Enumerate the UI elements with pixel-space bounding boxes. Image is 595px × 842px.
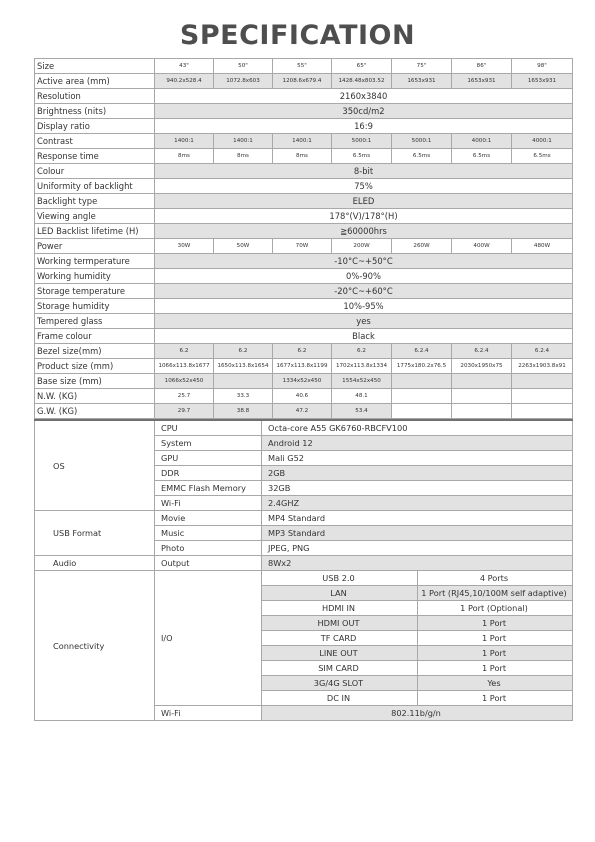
spec-cell: 1653x931 [512,74,573,89]
spec-cell: 4000:1 [512,134,573,149]
os-value: Mali G52 [262,451,573,466]
spec-cell: 65" [332,59,392,74]
spec-label: Tempered glass [35,314,155,329]
spec-cell: 1400:1 [273,134,332,149]
spec-cell [214,374,273,389]
spec-label: Colour [35,164,155,179]
spec-label: Brightness (nits) [35,104,155,119]
port-value: 1 Port [418,631,573,646]
spec-label: Working humidity [35,269,155,284]
spec-label: Response time [35,149,155,164]
os-value: 2.4GHZ [262,496,573,511]
system-table [34,419,573,721]
usb-value: MP4 Standard [262,511,573,526]
spec-row-active-area [35,74,573,89]
spec-row-display-ratio [35,119,573,134]
spec-cell: 70W [273,239,332,254]
spec-row-resolution [35,89,573,104]
spec-cell: 1428.48x803.52 [332,74,392,89]
spec-cell: 1400:1 [214,134,273,149]
spec-cell: 260W [392,239,452,254]
spec-cell [392,404,452,419]
spec-cell: 6.5ms [392,149,452,164]
spec-row-base-size [35,374,573,389]
os-key: GPU [155,451,262,466]
spec-value: -10°C~+50°C [155,254,573,269]
spec-value: 10%-95% [155,299,573,314]
spec-cell: 50W [214,239,273,254]
port-value: 1 Port (RJ45,10/100M self adaptive) [418,586,573,601]
spec-row-working-temp [35,254,573,269]
spec-label: Frame colour [35,329,155,344]
os-key: Wi-Fi [155,496,262,511]
os-key: DDR [155,466,262,481]
spec-cell: 400W [452,239,512,254]
spec-cell: 200W [332,239,392,254]
port-name: DC IN [262,691,418,706]
spec-cell: 6.2.4 [452,344,512,359]
port-name: TF CARD [262,631,418,646]
spec-row-backlight-lifetime [35,224,573,239]
audio-value: 8Wx2 [262,556,573,571]
spec-cell [392,389,452,404]
wifi-key: Wi-Fi [155,706,262,721]
port-value: 1 Port [418,616,573,631]
spec-cell [512,389,573,404]
spec-row-power [35,239,573,254]
spec-row-uniformity [35,179,573,194]
spec-cell: 940.2x528.4 [155,74,214,89]
spec-cell: 6.2 [155,344,214,359]
spec-cell: 8ms [155,149,214,164]
spec-row-colour [35,164,573,179]
spec-label: Contrast [35,134,155,149]
spec-cell: 6.5ms [332,149,392,164]
spec-row-storage-humidity [35,299,573,314]
spec-row-size [35,59,573,74]
spec-cell: 86" [452,59,512,74]
spec-value: 16:9 [155,119,573,134]
spec-cell: 50" [214,59,273,74]
spec-cell: 1400:1 [155,134,214,149]
spec-cell: 43" [155,59,214,74]
spec-row-brightness [35,104,573,119]
port-value: 1 Port [418,691,573,706]
spec-cell: 25.7 [155,389,214,404]
spec-value: 350cd/m2 [155,104,573,119]
spec-cell [512,404,573,419]
spec-label: Bezel size(mm) [35,344,155,359]
usb-key: Music [155,526,262,541]
spec-value: 0%-90% [155,269,573,284]
spec-cell: 6.5ms [512,149,573,164]
wifi-value: 802.11b/g/n [262,706,573,721]
spec-label: Size [35,59,155,74]
spec-value: ≧60000hrs [155,224,573,239]
spec-cell: 33.3 [214,389,273,404]
spec-cell: 8ms [214,149,273,164]
spec-label: Backlight type [35,194,155,209]
spec-row-viewing-angle [35,209,573,224]
usb-key: Photo [155,541,262,556]
spec-cell [512,374,573,389]
spec-cell: 8ms [273,149,332,164]
spec-cell [452,389,512,404]
spec-cell: 38.8 [214,404,273,419]
spec-label: Resolution [35,89,155,104]
spec-cell: 5000:1 [332,134,392,149]
spec-value: 178°(V)/178°(H) [155,209,573,224]
spec-row-contrast [35,134,573,149]
os-value: Android 12 [262,436,573,451]
spec-cell: 47.2 [273,404,332,419]
os-group-label: OS [35,420,155,511]
spec-cell: 1650x113.8x1654 [214,359,273,374]
usb-value: MP3 Standard [262,526,573,541]
spec-cell: 55" [273,59,332,74]
port-value: 4 Ports [418,571,573,586]
spec-cell: 1702x113.8x1334 [332,359,392,374]
spec-cell: 480W [512,239,573,254]
spec-cell: 1066x113.8x1677 [155,359,214,374]
spec-label: Base size (mm) [35,374,155,389]
spec-label: Active area (mm) [35,74,155,89]
spec-cell: 6.2 [214,344,273,359]
os-key: CPU [155,420,262,436]
spec-cell: 1775x180.2x76.5 [392,359,452,374]
spec-cell: 4000:1 [452,134,512,149]
io-label: I/O [155,571,262,706]
os-key: System [155,436,262,451]
os-value: Octa-core A55 GK6760-RBCFV100 [262,420,573,436]
spec-row-working-humidity [35,269,573,284]
spec-label: Display ratio [35,119,155,134]
os-value: 2GB [262,466,573,481]
spec-cell: 1066x52x450 [155,374,214,389]
spec-cell [452,374,512,389]
spec-cell: 53.4 [332,404,392,419]
spec-cell: 48.1 [332,389,392,404]
spec-cell: 6.2 [332,344,392,359]
spec-cell: 1554x52x450 [332,374,392,389]
spec-label: G.W. (KG) [35,404,155,419]
port-name: HDMI IN [262,601,418,616]
spec-cell: 1653x931 [452,74,512,89]
port-value: 1 Port [418,646,573,661]
port-value: Yes [418,676,573,691]
spec-value: 8-bit [155,164,573,179]
connectivity-group-label: Connectivity [35,571,155,721]
spec-value: 75% [155,179,573,194]
spec-row-response-time [35,149,573,164]
spec-label: Working termperature [35,254,155,269]
audio-key: Output [155,556,262,571]
spec-label: Storage temperature [35,284,155,299]
spec-row-bezel-size [35,344,573,359]
spec-row-storage-temp [35,284,573,299]
port-name: LAN [262,586,418,601]
spec-cell: 2263x1903.8x91 [512,359,573,374]
usb-group-label: USB Format [35,511,155,556]
spec-label: N.W. (KG) [35,389,155,404]
os-key: EMMC Flash Memory [155,481,262,496]
spec-cell [392,374,452,389]
port-name: 3G/4G SLOT [262,676,418,691]
spec-label: Power [35,239,155,254]
spec-row-frame-colour [35,329,573,344]
spec-cell: 2030x1950x75 [452,359,512,374]
spec-cell: 6.5ms [452,149,512,164]
spec-value: Black [155,329,573,344]
spec-value: -20°C~+60°C [155,284,573,299]
os-value: 32GB [262,481,573,496]
spec-label: Product size (mm) [35,359,155,374]
spec-row-tempered-glass [35,314,573,329]
spec-label: Viewing angle [35,209,155,224]
spec-cell: 98" [512,59,573,74]
spec-row-gw [35,404,573,419]
spec-cell: 30W [155,239,214,254]
spec-label: Storage humidity [35,299,155,314]
spec-cell: 5000:1 [392,134,452,149]
spec-table [34,58,573,419]
spec-row-nw [35,389,573,404]
spec-value: ELED [155,194,573,209]
usb-value: JPEG, PNG [262,541,573,556]
spec-cell: 6.2.4 [512,344,573,359]
spec-cell: 75" [392,59,452,74]
spec-label: LED Backlist lifetime (H) [35,224,155,239]
spec-cell: 6.2 [273,344,332,359]
port-value: 1 Port [418,661,573,676]
spec-cell [452,404,512,419]
spec-cell: 1653x931 [392,74,452,89]
spec-cell: 1208.6x679.4 [273,74,332,89]
port-name: HDMI OUT [262,616,418,631]
spec-value: yes [155,314,573,329]
spec-row-product-size [35,359,573,374]
spec-cell: 6.2.4 [392,344,452,359]
port-name: USB 2.0 [262,571,418,586]
spec-cell: 1334x52x450 [273,374,332,389]
port-value: 1 Port (Optional) [418,601,573,616]
port-name: SIM CARD [262,661,418,676]
spec-cell: 40.6 [273,389,332,404]
spec-label: Uniformity of backlight [35,179,155,194]
audio-group-label: Audio [35,556,155,571]
port-name: LINE OUT [262,646,418,661]
spec-value: 2160x3840 [155,89,573,104]
spec-cell: 1677x113.8x1199 [273,359,332,374]
spec-cell: 29.7 [155,404,214,419]
page-title: SPECIFICATION [179,20,416,51]
spec-row-backlight-type [35,194,573,209]
usb-key: Movie [155,511,262,526]
spec-cell: 1072.8x603 [214,74,273,89]
